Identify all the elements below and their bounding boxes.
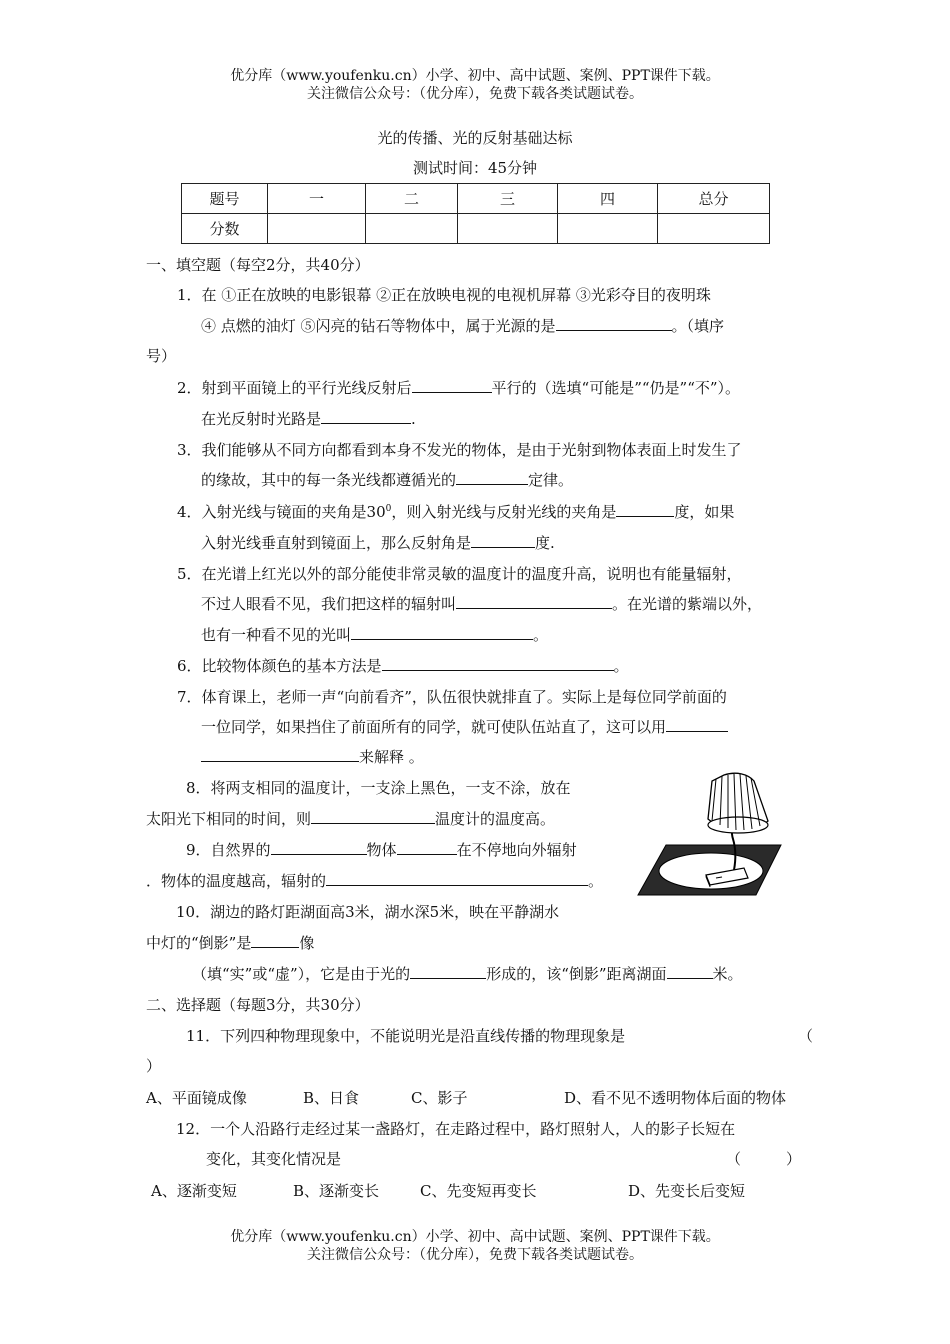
q9-text-3: 在不停地向外辐射: [456, 841, 577, 859]
q5-line-1: 5．在光谱上红光以外的部分能使非常灵敏的温度计的温度升高，说明也有能量辐射，: [177, 565, 742, 583]
score-input-cell[interactable]: [658, 214, 770, 244]
q7-blank-1[interactable]: [666, 716, 728, 732]
q2-blank-2[interactable]: [321, 408, 411, 424]
score-table-cell: 四: [558, 184, 658, 214]
lamp-illustration: [636, 767, 786, 907]
q10-text-2: 像: [299, 934, 315, 952]
q9-text-5: 。: [588, 872, 604, 890]
score-input-cell[interactable]: [558, 214, 658, 244]
q9-blank-2[interactable]: [397, 839, 457, 855]
q10-blank-1[interactable]: [251, 932, 299, 948]
q12-option-d[interactable]: D、先变长后变短: [628, 1182, 746, 1200]
score-table-cell: 三: [458, 184, 558, 214]
q12-option-b[interactable]: B、逐渐变长: [293, 1182, 380, 1200]
q4-degree-sup: 0: [385, 504, 392, 514]
q2-blank-1[interactable]: [412, 377, 492, 393]
q9-line-1: [186, 839, 577, 860]
q4-text-5: 度.: [535, 534, 555, 552]
q9-blank-1[interactable]: [271, 839, 367, 855]
q4-text-2: ，则入射光线与反射光线的夹角是: [391, 503, 617, 521]
q5-line-3: [201, 624, 548, 645]
score-table-cell: 二: [366, 184, 458, 214]
score-table-cell: 总分: [658, 184, 770, 214]
page-title: 光的传播、光的反射基础达标: [377, 129, 573, 147]
q3-text-end: 定律。: [528, 471, 574, 489]
q12-line-2: 变化，其变化情况是: [206, 1150, 342, 1168]
section-2-heading: 二、选择题（每题3分，共30分）: [146, 996, 370, 1014]
section-1-heading: 一、填空题（每空2分，共40分）: [146, 256, 370, 274]
q6-text-end: 。: [613, 657, 629, 675]
q2-line-2: [201, 408, 416, 429]
q11-option-b[interactable]: B、日食: [303, 1089, 360, 1107]
footer-line-1: 优分库（www.youfenku.cn）小学、初中、高中试题、案例、PPT课件下载。: [230, 1229, 720, 1245]
q3-text: 的缘故，其中的每一条光线都遵循光的: [201, 471, 457, 489]
q9-text-2: 物体: [366, 841, 397, 859]
q9-blank-3[interactable]: [326, 870, 588, 886]
score-table-header-row: [182, 184, 770, 214]
q2-text: 2．射到平面镜上的平行光线反射后: [177, 379, 412, 397]
score-table-score-row: [182, 214, 770, 244]
q8-line-2: [146, 808, 555, 829]
q3-line-1: 3．我们能够从不同方向都看到本身不发光的物体，是由于光射到物体表面上时发生了: [177, 441, 742, 459]
q4-text-3: 度，如果: [674, 503, 735, 521]
q9-text: 9．自然界的: [186, 841, 271, 859]
score-table: [181, 183, 770, 244]
q11-answer-paren-open[interactable]: （: [798, 1027, 814, 1045]
q2-text-2: 平行的（选填“可能是”“仍是”“不”）。: [491, 379, 741, 397]
score-input-cell[interactable]: [458, 214, 558, 244]
q5-line-2: [201, 593, 762, 614]
q10-blank-3[interactable]: [667, 963, 713, 979]
score-table-cell: 分数: [182, 214, 268, 244]
q1-line-2: [201, 315, 724, 336]
q9-line-2: [146, 870, 603, 891]
q12-answer-paren[interactable]: （ ）: [726, 1150, 802, 1168]
header-line-1: 优分库（www.youfenku.cn）小学、初中、高中试题、案例、PPT课件下载。: [230, 68, 720, 84]
q6-line-1: [177, 655, 629, 676]
q12-option-a[interactable]: A、逐渐变短: [151, 1182, 237, 1200]
q12-line-1: 12．一个人沿路行走经过某一盏路灯，在走路过程中，路灯照射人，人的影子长短在: [176, 1120, 736, 1138]
q11-line-1: 11．下列四种物理现象中，不能说明光是沿直线传播的物理现象是: [186, 1027, 626, 1045]
header-line-2: 关注微信公众号：（优分库），免费下载各类试题试卷。: [307, 86, 643, 102]
q4-line-2: [201, 532, 555, 553]
q11-option-d[interactable]: D、看不见不透明物体后面的物体: [564, 1089, 787, 1107]
q7-blank-2[interactable]: [201, 746, 359, 762]
test-time: 测试时间：45分钟: [412, 159, 538, 177]
footer-line-2: 关注微信公众号：（优分库），免费下载各类试题试卷。: [307, 1247, 643, 1263]
q2-text-4: .: [411, 410, 416, 428]
q7-line-1: 7．体育课上，老师一声“向前看齐”，队伍很快就排直了。实际上是每位同学前面的: [177, 688, 727, 706]
q7-text-end: 来解释 。: [359, 748, 424, 766]
q10-text: 中灯的“倒影”是: [146, 934, 252, 952]
q1-line-3: 号）: [146, 347, 177, 365]
q10-text-4: 形成的，该“倒影”距离湖面: [486, 965, 667, 983]
q5-text-4: 。: [533, 626, 549, 644]
q7-line-2: [201, 716, 728, 737]
q10-blank-2[interactable]: [410, 963, 486, 979]
q2-line-1: [177, 377, 740, 398]
q1-text: ④ 点燃的油灯 ⑤闪亮的钻石等物体中，属于光源的是: [201, 317, 556, 335]
score-table-cell: 一: [268, 184, 366, 214]
q5-blank-2[interactable]: [351, 624, 533, 640]
score-input-cell[interactable]: [268, 214, 366, 244]
q4-blank-1[interactable]: [616, 501, 674, 517]
q7-text: 一位同学，如果挡住了前面所有的同学，就可使队伍站直了，这可以用: [201, 718, 667, 736]
q6-blank[interactable]: [382, 655, 614, 671]
q12-option-c[interactable]: C、先变短再变长: [420, 1182, 537, 1200]
q8-line-1: 8．将两支相同的温度计，一支涂上黑色，一支不涂，放在: [186, 779, 571, 797]
q11-option-a[interactable]: A、平面镜成像: [146, 1089, 247, 1107]
q1-text-end: 。（填序: [671, 317, 725, 335]
q5-text-3: 也有一种看不见的光叫: [201, 626, 352, 644]
q8-text-end: 温度计的温度高。: [435, 810, 556, 828]
q4-text-4: 入射光线垂直射到镜面上，那么反射角是: [201, 534, 472, 552]
q3-line-2: [201, 469, 573, 490]
q11-option-c[interactable]: C、影子: [411, 1089, 468, 1107]
q10-text-3: （填“实”或“虚”），它是由于光的: [192, 965, 411, 983]
q4-line-1: [177, 501, 734, 522]
q10-line-3: [192, 963, 743, 984]
q5-blank-1[interactable]: [456, 593, 612, 609]
q2-text-3: 在光反射时光路是: [201, 410, 322, 428]
q8-text: 太阳光下相同的时间，则: [146, 810, 312, 828]
q3-blank[interactable]: [456, 469, 528, 485]
q8-blank[interactable]: [311, 808, 435, 824]
q10-line-2: [146, 932, 314, 953]
q7-line-3: [201, 746, 424, 767]
q5-text: 不过人眼看不见，我们把这样的辐射叫: [201, 595, 457, 613]
q4-text: 4．入射光线与镜面的夹角是30: [177, 503, 386, 521]
q10-text-5: 米。: [712, 965, 743, 983]
q9-text-4: ．物体的温度越高，辐射的: [146, 872, 327, 890]
q1-blank[interactable]: [556, 315, 672, 331]
q1-line-1: 1．在 ①正在放映的电影银幕 ②正在放映电视的电视机屏幕 ③光彩夺目的夜明珠: [177, 286, 711, 304]
q10-line-1: 10．湖边的路灯距湖面高3米，湖水深5米，映在平静湖水: [176, 903, 560, 921]
q5-text-2: 。在光谱的紫端以外，: [612, 595, 763, 613]
score-table-cell: 题号: [182, 184, 268, 214]
q11-answer-paren-close: ）: [146, 1057, 162, 1075]
q6-text: 6．比较物体颜色的基本方法是: [177, 657, 382, 675]
score-input-cell[interactable]: [366, 214, 458, 244]
q4-blank-2[interactable]: [471, 532, 535, 548]
